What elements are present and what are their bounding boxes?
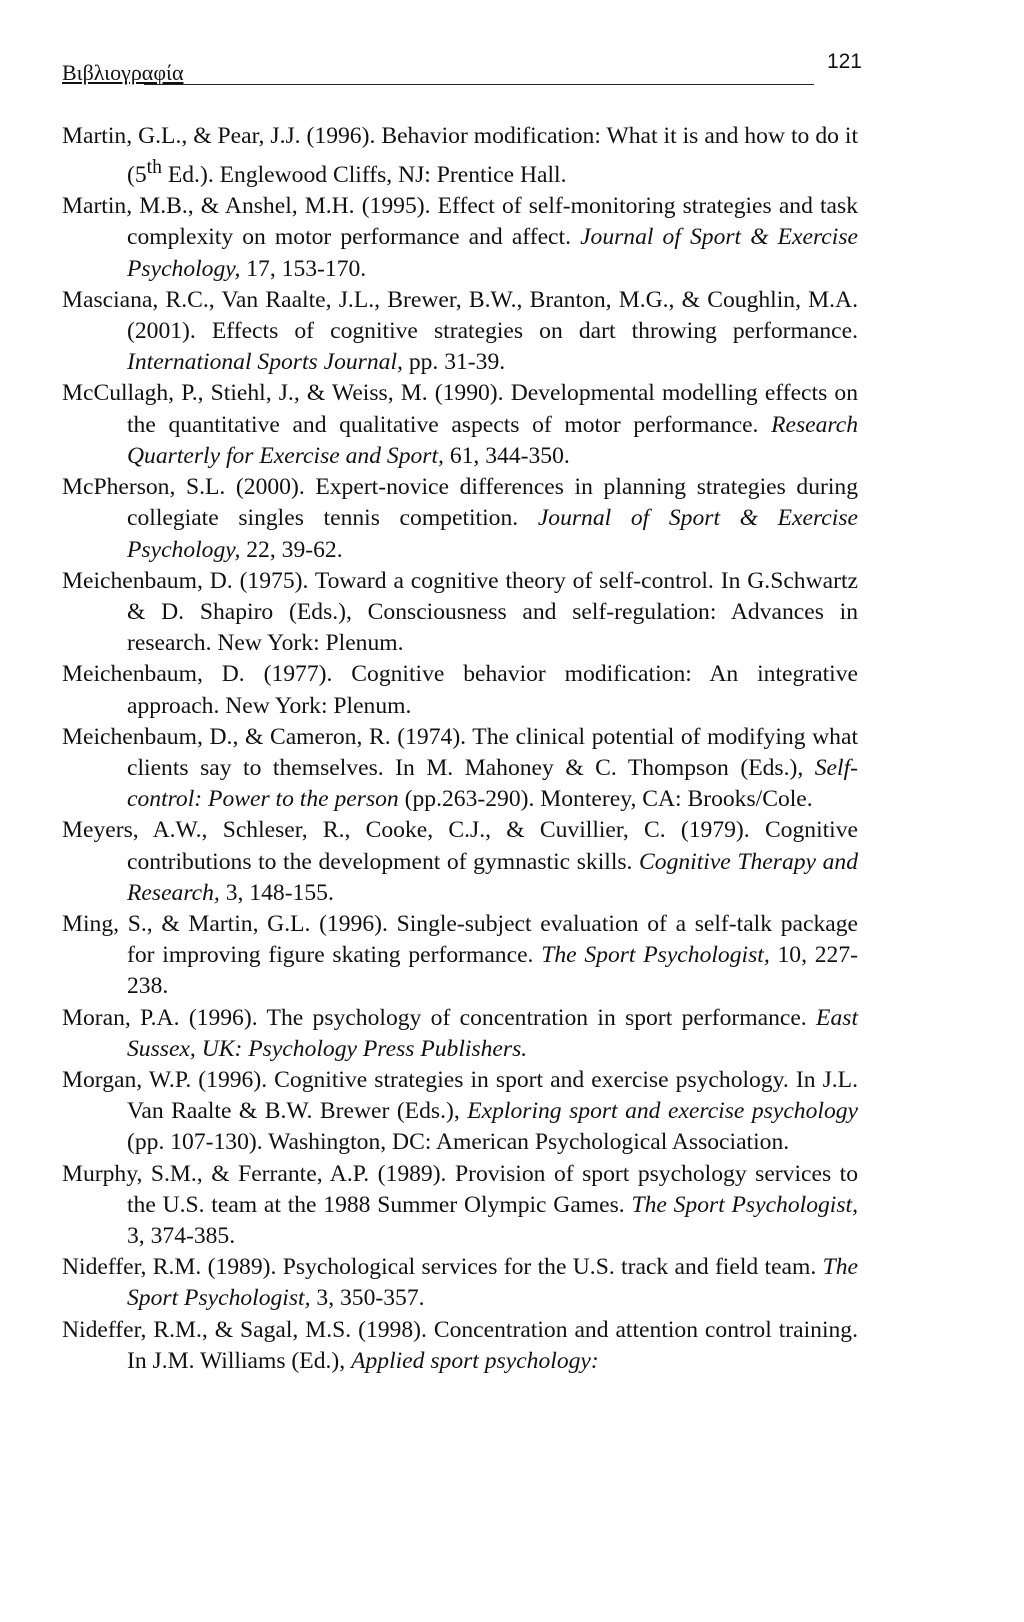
reference-text: The clinical potential of modifying what clients say to themselves. In M. Mahoney & C. Thompson (Eds.), bbox=[127, 723, 858, 781]
reference-entry bbox=[62, 378, 858, 472]
reference-authors: Nideffer, R.M. (1989). bbox=[62, 1254, 283, 1281]
reference-authors: Martin, M.B., & Anshel, M.H. (1995). bbox=[62, 193, 438, 220]
reference-text: Single-subject evaluation of a self-talk package for improving figure skating performance. bbox=[127, 910, 858, 969]
reference-authors: Meichenbaum, D., & Cameron, R. (1974). bbox=[62, 723, 473, 750]
reference-entry bbox=[62, 1315, 858, 1377]
reference-entry bbox=[62, 1252, 858, 1314]
reference-entry bbox=[62, 1159, 858, 1253]
reference-source: Cognitive Therapy and Research, bbox=[127, 848, 858, 906]
reference-entry bbox=[62, 566, 858, 660]
reference-text: Developmental modelling effects on the quantitative and qualitative aspects of motor performance. bbox=[127, 380, 858, 438]
reference-text: Cognitive contributions to the development of gymnastic skills. bbox=[127, 817, 858, 875]
reference-source: The Sport Psychologist, bbox=[127, 1254, 858, 1312]
reference-text: Cognitive behavior modification: An integrative approach. New York: Plenum. bbox=[127, 661, 858, 719]
reference-text: Provision of sport psychology services to the U.S. team at the 1988 Summer Olympic Games. bbox=[127, 1160, 858, 1218]
reference-entry bbox=[62, 1065, 858, 1159]
reference-details: 61, 344-350. bbox=[443, 442, 570, 469]
header-rule bbox=[144, 84, 814, 85]
running-title: Βιβλιογραφία bbox=[62, 60, 184, 85]
reference-text: Behavior modification: What it is and how to do it (5 bbox=[127, 123, 859, 189]
reference-details: pp. 31-39. bbox=[402, 349, 506, 376]
reference-list bbox=[62, 121, 858, 1377]
reference-entry bbox=[62, 722, 858, 816]
reference-authors: Martin, G.L., & Pear, J.J. (1996). bbox=[62, 123, 382, 149]
reference-text: Effect of self-monitoring strategies and task complexity on motor performance and affect. bbox=[127, 193, 859, 251]
reference-text: Expert-novice differences in planning strategies during collegiate singles tennis competition. bbox=[127, 474, 859, 532]
reference-source: Research Quarterly for Exercise and Sport, bbox=[127, 411, 858, 469]
reference-details: 22, 39-62. bbox=[240, 536, 343, 563]
reference-text: Concentration and attention control training. In J.M. Williams (Ed.), bbox=[127, 1316, 858, 1374]
reference-entry bbox=[62, 191, 858, 285]
reference-superscript: th bbox=[146, 156, 162, 179]
reference-authors: Moran, P.A. (1996). bbox=[62, 1004, 267, 1031]
reference-entry bbox=[62, 121, 858, 191]
reference-source: Applied sport psychology: bbox=[351, 1347, 599, 1374]
reference-authors: Morgan, W.P. (1996). bbox=[62, 1066, 275, 1093]
reference-details: (pp.263-290). Monterey, CA: Brooks/Cole. bbox=[398, 786, 813, 813]
reference-entry bbox=[62, 285, 858, 379]
reference-source: Journal of Sport & Exercise Psychology, bbox=[127, 224, 858, 282]
reference-authors: Nideffer, R.M., & Sagal, M.S. (1998). bbox=[62, 1316, 434, 1343]
reference-details: 3, 350-357. bbox=[310, 1285, 425, 1312]
reference-source: East Sussex, UK: Psychology Press Publishers. bbox=[127, 1004, 858, 1062]
reference-authors: Meichenbaum, D. (1975). bbox=[62, 567, 315, 594]
running-header bbox=[62, 48, 862, 88]
reference-text: The psychology of concentration in sport performance. bbox=[266, 1004, 817, 1031]
reference-details: (pp. 107-130). Washington, DC: American Psychological Association. bbox=[127, 1129, 790, 1156]
reference-authors: Ming, S., & Martin, G.L. (1996). bbox=[62, 910, 397, 937]
reference-details: 3, 148-155. bbox=[219, 879, 334, 906]
reference-details: 3, 374-385. bbox=[127, 1222, 236, 1249]
reference-text: Psychological services for the U.S. track and field team. bbox=[282, 1254, 823, 1281]
reference-authors: Masciana, R.C., Van Raalte, J.L., Brewer, B.W., Branton, M.G., & Coughlin, M.A. (2001). bbox=[62, 286, 858, 345]
reference-text: Ed.). Englewood Cliffs, NJ: Prentice Hall. bbox=[161, 162, 567, 189]
reference-source: Self-control: Power to the person bbox=[127, 754, 858, 813]
reference-entry bbox=[62, 659, 858, 721]
reference-details: 10, 227-238. bbox=[127, 942, 858, 1000]
reference-entry bbox=[62, 909, 858, 1003]
reference-entry bbox=[62, 815, 858, 909]
reference-source: Exploring sport and exercise psychology bbox=[467, 1098, 859, 1125]
reference-authors: Murphy, S.M., & Ferrante, A.P. (1989). bbox=[62, 1160, 455, 1187]
reference-text: Effects of cognitive strategies on dart throwing performance. bbox=[211, 318, 858, 345]
reference-source: International Sports Journal, bbox=[127, 349, 403, 376]
reference-authors: McCullagh, P., Stiehl, J., & Weiss, M. (1990). bbox=[62, 380, 511, 407]
reference-authors: Meichenbaum, D. (1977). bbox=[62, 661, 352, 688]
reference-text: Toward a cognitive theory of self-control. In G.Schwartz & D. Shapiro (Eds.), Consciousness and self-regulation: Advances in research. New York: Plenum. bbox=[127, 567, 858, 657]
reference-details: 17, 153-170. bbox=[240, 255, 367, 282]
reference-authors: Meyers, A.W., Schleser, R., Cooke, C.J., & Cuvillier, C. (1979). bbox=[62, 817, 765, 844]
reference-authors: McPherson, S.L. (2000). bbox=[62, 474, 316, 501]
reference-entry bbox=[62, 1003, 858, 1065]
reference-entry bbox=[62, 472, 858, 566]
reference-source: The Sport Psychologist, bbox=[631, 1191, 858, 1218]
page-number: 121 bbox=[826, 50, 862, 73]
reference-source: Journal of Sport & Exercise Psychology, bbox=[127, 505, 858, 563]
reference-text: Cognitive strategies in sport and exercise psychology. In J.L. Van Raalte & B.W. Brewer (Eds.), bbox=[127, 1066, 858, 1125]
reference-source: The Sport Psychologist, bbox=[541, 942, 770, 969]
